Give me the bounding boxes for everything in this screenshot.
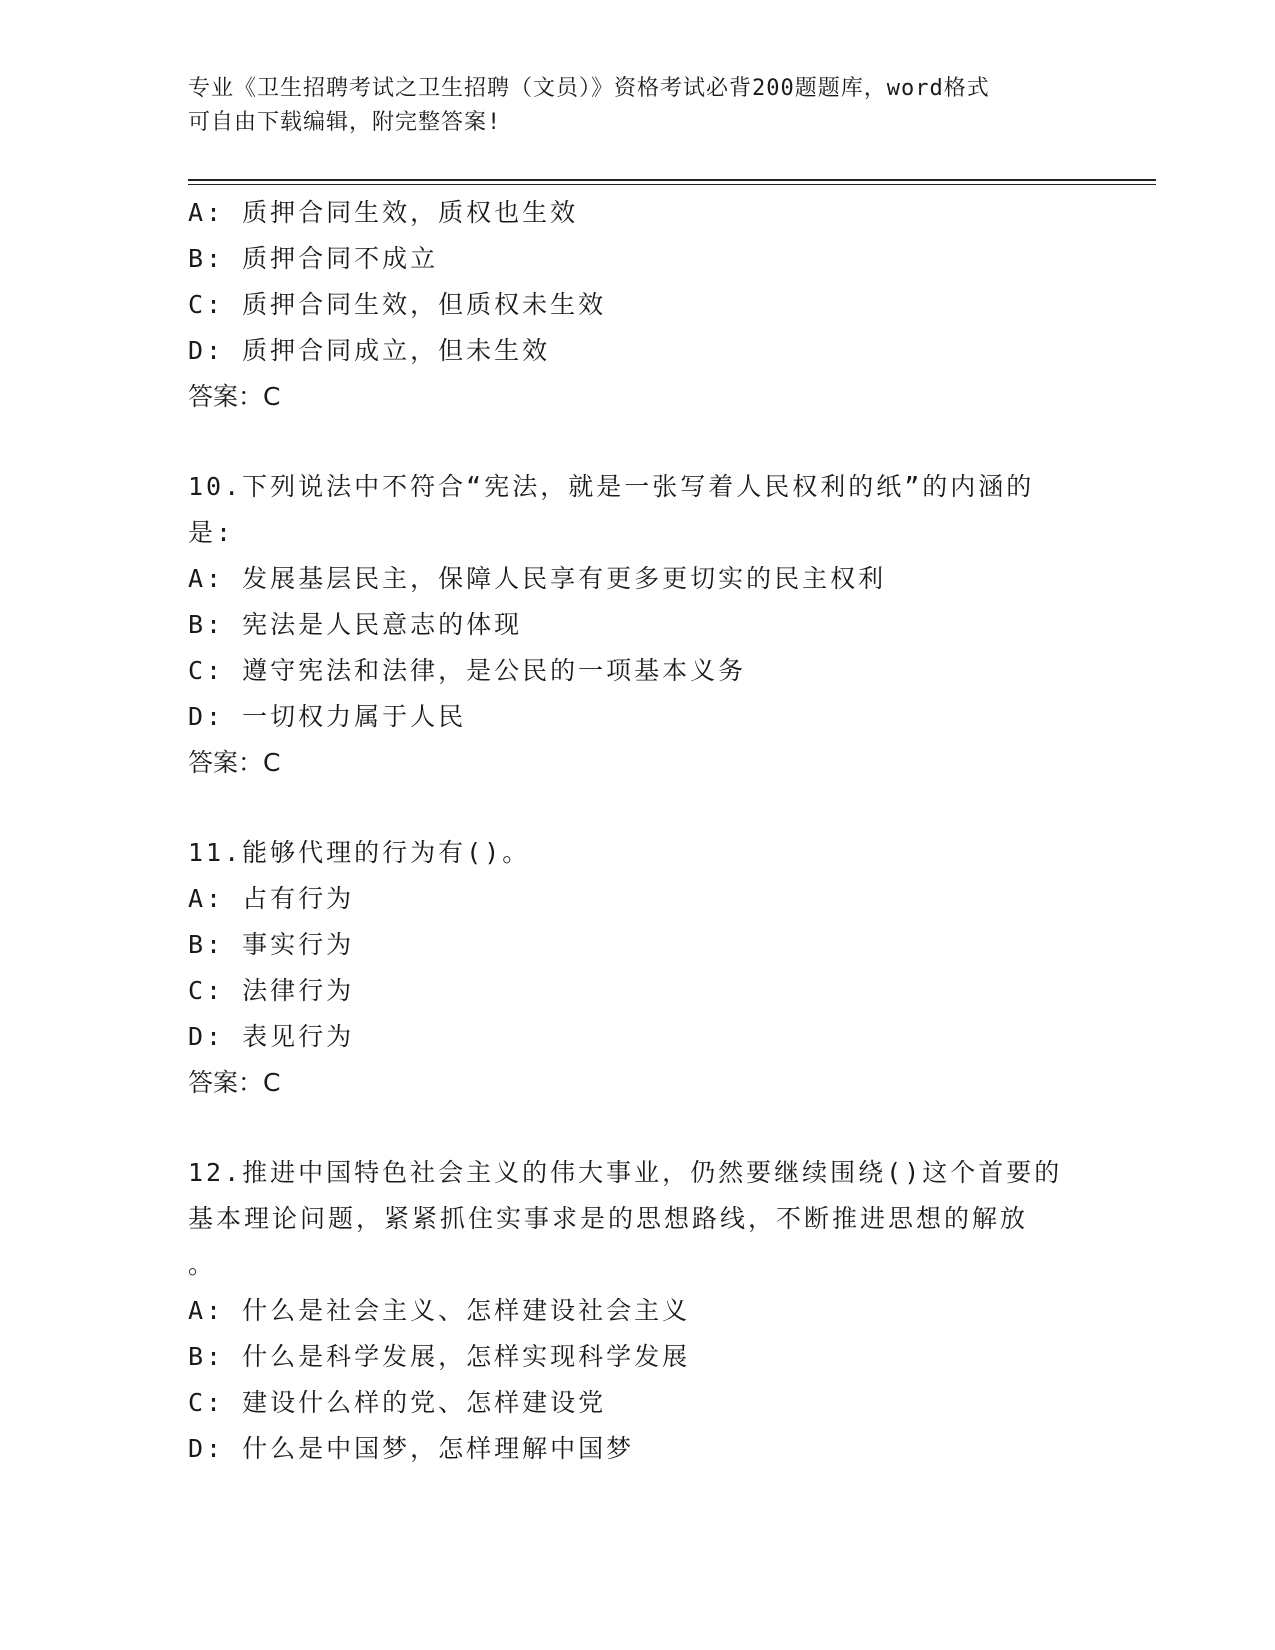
option-a: A: 什么是社会主义、怎样建设社会主义 bbox=[188, 1296, 691, 1325]
header-title-line-2: 可自由下载编辑，附完整答案! bbox=[188, 110, 502, 135]
question-list bbox=[188, 190, 1088, 1472]
answer-label: 答案：C bbox=[188, 1068, 281, 1097]
question-stem: 11.能够代理的行为有()。 bbox=[188, 838, 531, 867]
option-c: C: 质押合同生效，但质权未生效 bbox=[188, 290, 607, 319]
question-stem: 基本理论问题，紧紧抓住实事求是的思想路线，不断推进思想的解放 bbox=[188, 1204, 1029, 1233]
header-title-line-1: 专业《卫生招聘考试之卫生招聘（文员）》资格考试必背200题题库，word格式 bbox=[188, 76, 990, 101]
document-header bbox=[188, 72, 1068, 140]
option-c: C: 遵守宪法和法律，是公民的一项基本义务 bbox=[188, 656, 747, 685]
question-stem: 10.下列说法中不符合“宪法，就是一张写着人民权利的纸”的内涵的 bbox=[188, 472, 1035, 501]
option-b: B: 什么是科学发展，怎样实现科学发展 bbox=[188, 1342, 691, 1371]
option-d: D: 什么是中国梦，怎样理解中国梦 bbox=[188, 1434, 635, 1463]
option-c: C: 建设什么样的党、怎样建设党 bbox=[188, 1388, 607, 1417]
option-a: A: 质押合同生效，质权也生效 bbox=[188, 198, 579, 227]
question-12 bbox=[188, 1150, 1088, 1472]
question-gap bbox=[188, 1106, 1088, 1150]
question-gap bbox=[188, 420, 1088, 464]
answer-label: 答案：C bbox=[188, 382, 281, 411]
option-d: D: 一切权力属于人民 bbox=[188, 702, 467, 731]
option-b: B: 质押合同不成立 bbox=[188, 244, 439, 273]
question-stem: 。 bbox=[188, 1250, 217, 1279]
option-c: C: 法律行为 bbox=[188, 976, 355, 1005]
header-divider-thick bbox=[188, 179, 1156, 181]
option-d: D: 质押合同成立，但未生效 bbox=[188, 336, 551, 365]
answer-label: 答案：C bbox=[188, 748, 281, 777]
question-9 bbox=[188, 190, 1088, 420]
option-a: A: 占有行为 bbox=[188, 884, 355, 913]
option-a: A: 发展基层民主，保障人民享有更多更切实的民主权利 bbox=[188, 564, 887, 593]
option-b: B: 宪法是人民意志的体现 bbox=[188, 610, 523, 639]
question-stem: 12.推进中国特色社会主义的伟大事业，仍然要继续围绕()这个首要的 bbox=[188, 1158, 1063, 1187]
option-d: D: 表见行为 bbox=[188, 1022, 355, 1051]
option-b: B: 事实行为 bbox=[188, 930, 355, 959]
question-gap bbox=[188, 786, 1088, 830]
question-10 bbox=[188, 464, 1088, 786]
question-11 bbox=[188, 830, 1088, 1106]
question-stem: 是: bbox=[188, 518, 235, 547]
header-divider-thin bbox=[188, 184, 1156, 185]
